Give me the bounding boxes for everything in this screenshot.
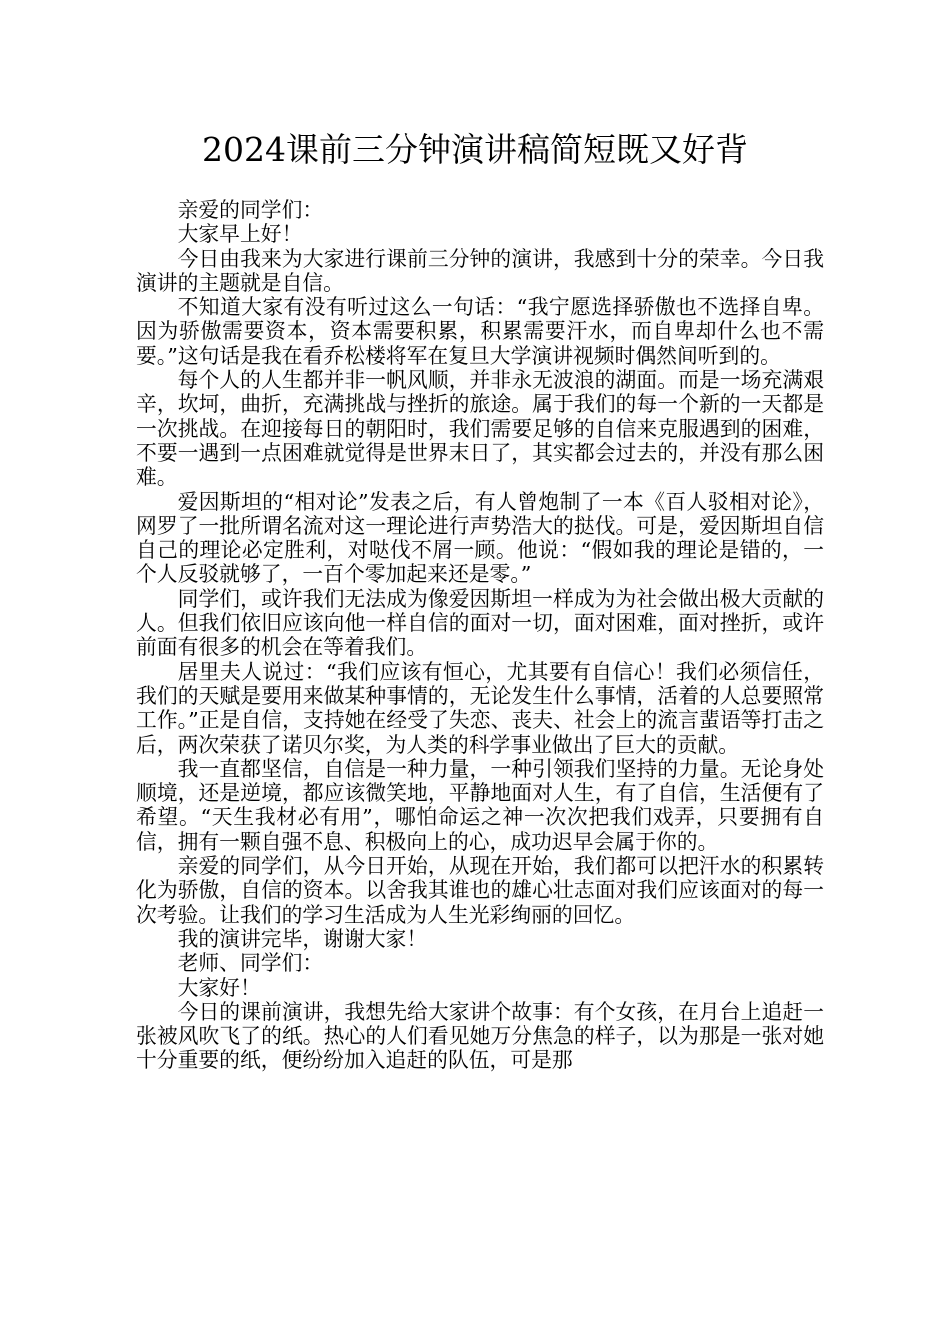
paragraph: 每个人的人生都并非一帆风顺，并非永无波浪的湖面。而是一场充满艰辛，坎坷，曲折，充满挑战与挫折的旅途。属于我们的每一个新的一天都是一次挑战。在迎接每日的朝阳时，我们需要足够的自信来克服遇到的困难，不要一遇到一点困难就觉得是世界末日了，其实都会过去的，并没有那么困难。 xyxy=(136,368,824,490)
paragraph-salutation: 老师、同学们： xyxy=(177,951,324,976)
paragraph: 今日的课前演讲，我想先给大家讲个故事：有个女孩，在月台上追赶一张被风吹飞了的纸。热心的人们看见她万分焦急的样子，以为那是一张对她十分重要的纸，便纷纷加入追赶的队伍，可是那 xyxy=(136,999,824,1073)
paragraph: 爱因斯坦的“相对论”发表之后，有人曾炮制了一本《百人驳相对论》，网罗了一批所谓名流对这一理论进行声势浩大的挞伐。可是，爱因斯坦自信自己的理论必定胜利，对哒伐不屑一顾。他说：“假如我的理论是错的，一个人反驳就够了，一百个零加起来还是零。” xyxy=(136,489,824,587)
paragraph-closing: 我的演讲完毕，谢谢大家！ xyxy=(177,926,428,951)
paragraph-greeting: 大家好！ xyxy=(177,975,261,1000)
paragraph: 我一直都坚信，自信是一种力量，一种引领我们坚持的力量。无论身处顺境，还是逆境，都应该微笑地，平静地面对人生，有了自信，生活便有了希望。“天生我材必有用”，哪怕命运之神一次次把我们戏弄，只要拥有自信，拥有一颗自强不息、积极向上的心，成功迟早会属于你的。 xyxy=(136,756,824,854)
paragraph: 居里夫人说过：“我们应该有恒心，尤其要有自信心！我们必须信任，我们的天赋是要用来做某种事情的，无论发生什么事情，活着的人总要照常工作。”正是自信，支持她在经受了失恋、丧夫、社会上的流言蜚语等打击之后，两次荣获了诺贝尔奖，为人类的科学事业做出了巨大的贡献。 xyxy=(136,659,824,757)
paragraph: 同学们，或许我们无法成为像爱因斯坦一样成为为社会做出极大贡献的人。但我们依旧应该向他一样自信的面对一切，面对困难，面对挫折，或许前面有很多的机会在等着我们。 xyxy=(136,586,824,660)
paragraph: 亲爱的同学们，从今日开始，从现在开始，我们都可以把汗水的积累转化为骄傲，自信的资本。以舍我其谁也的雄心壮志面对我们应该面对的每一次考验。让我们的学习生活成为人生光彩绚丽的回忆。 xyxy=(136,854,824,927)
paragraph: 今日由我来为大家进行课前三分钟的演讲，我感到十分的荣幸。今日我演讲的主题就是自信。 xyxy=(136,246,824,295)
paragraph: 不知道大家有没有听过这么一句话：“我宁愿选择骄傲也不选择自卑。因为骄傲需要资本，资本需要积累，积累需要汗水，而自卑却什么也不需要。”这句话是我在看乔松楼将军在复旦大学演讲视频时偶然间听到的。 xyxy=(136,295,824,368)
paragraph-greeting: 大家早上好！ xyxy=(177,222,303,247)
paragraph-salutation: 亲爱的同学们： xyxy=(177,198,324,222)
document-title: 2024课前三分钟演讲稿简短既又好背 xyxy=(202,130,748,169)
document-body xyxy=(136,198,824,1073)
